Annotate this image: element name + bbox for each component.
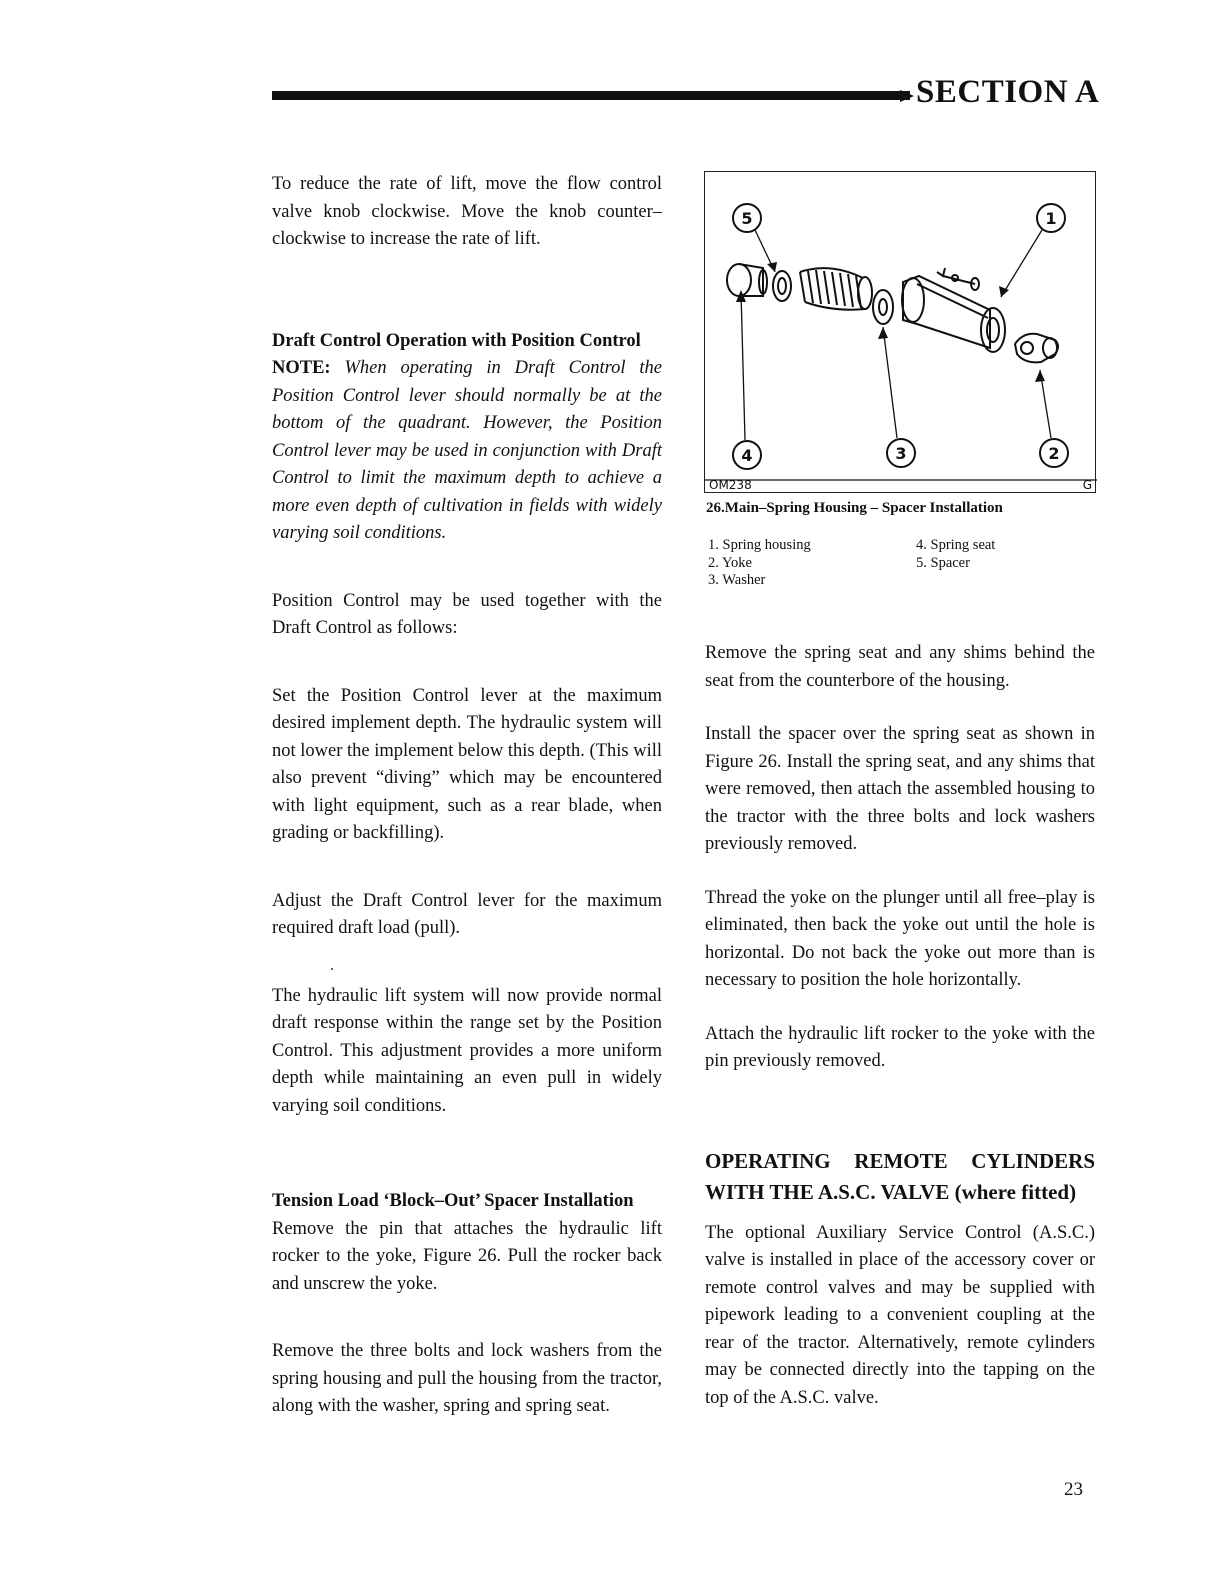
asc-valve-paragraph: The optional Auxiliary Service Control (A.S.C.) valve is installed in place of the accessory cover or remote control valves and may be supplied with pipework leading to a convenient coupling at the rear of the tractor. Alternatively, remote cylinders may be connected directly into the tapping on the top of the A.S.C. valve. bbox=[705, 1222, 1095, 1408]
note-label: NOTE: bbox=[272, 358, 331, 378]
remove-bolts-paragraph: Remove the three bolts and lock washers from the spring housing and pull the housing from the tractor, along with the washer, spring and spring seat. bbox=[272, 1341, 662, 1416]
hydraulic-lift-paragraph: The hydraulic lift system will now provide normal draft response within the range set by the Position Control. This adjustment provides a more uniform depth while maintaining an even pull in widely varying soil conditions. bbox=[272, 985, 662, 1116]
asc-valve-heading: OPERATING REMOTE CYLINDERS WITH THE A.S.C. VALVE (where fitted) bbox=[705, 1148, 1095, 1204]
note-body: When operating in Draft Control the Position Control lever should normally be at the bottom of the quadrant. However, the Position Control lever may be used in conjunction with Draft Control to limit the maximum depth to achieve a more even depth of cultivation in fields with widely varying soil conditions. bbox=[272, 358, 663, 543]
legend-item: 4. Spring seat bbox=[916, 537, 996, 553]
callout-4: 4 bbox=[741, 446, 753, 465]
callout-1: 1 bbox=[1045, 209, 1057, 228]
page-number: 23 bbox=[1064, 1479, 1083, 1500]
remove-spring-seat-paragraph: Remove the spring seat and any shims behind the seat from the counterbore of the housing. bbox=[705, 643, 1095, 691]
figure-corner-mark: G bbox=[1082, 478, 1092, 492]
spring-housing-illustration bbox=[705, 172, 1097, 494]
scan-speck bbox=[331, 968, 333, 970]
figure-code: OM238 bbox=[709, 478, 752, 492]
right-column bbox=[705, 640, 1095, 1412]
callout-3: 3 bbox=[895, 444, 907, 463]
callout-5: 5 bbox=[741, 209, 753, 228]
figure-caption: 26.Main–Spring Housing – Spacer Installation bbox=[706, 500, 1003, 516]
flow-control-paragraph: To reduce the rate of lift, move the flow control valve knob clockwise. Move the knob counter–clockwise to increase the rate of lift. bbox=[272, 174, 662, 249]
legend-item: 3. Washer bbox=[708, 572, 766, 588]
callout-2: 2 bbox=[1048, 444, 1060, 463]
legend-item: 1. Spring housing bbox=[708, 537, 811, 553]
adjust-draft-paragraph: Adjust the Draft Control lever for the maximum required draft load (pull). bbox=[272, 890, 662, 938]
legend-right bbox=[916, 537, 995, 572]
legend-left bbox=[708, 537, 811, 590]
position-control-paragraph: Position Control may be used together with the Draft Control as follows: bbox=[272, 590, 662, 638]
install-spacer-paragraph: Install the spacer over the spring seat as shown in Figure 26. Install the spring seat, and any shims that were removed, then attach the assembled housing to the tractor with the three bolts and lock washers previously removed. bbox=[705, 724, 1095, 854]
figure-26 bbox=[704, 171, 1096, 493]
tension-load-heading: Tension Load ‘Block–Out’ Spacer Installation bbox=[272, 1191, 634, 1211]
draft-control-heading: Draft Control Operation with Position Control bbox=[272, 330, 641, 351]
attach-rocker-paragraph: Attach the hydraulic lift rocker to the yoke with the pin previously removed. bbox=[705, 1023, 1095, 1071]
remove-pin-paragraph: Remove the pin that attaches the hydraulic lift rocker to the yoke, Figure 26. Pull the rocker back and unscrew the yoke. bbox=[272, 1218, 662, 1294]
header-rule bbox=[272, 91, 910, 100]
thread-yoke-paragraph: Thread the yoke on the plunger until all free–play is eliminated, then back the yoke out until the hole is horizontal. Do not back the yoke out more than is necessary to position the hole horizontally. bbox=[705, 887, 1095, 990]
header-rule-arrow bbox=[900, 90, 914, 102]
left-column bbox=[272, 171, 662, 1421]
set-position-paragraph: Set the Position Control lever at the maximum desired implement depth. The hydraulic system will not lower the implement below this depth. (This will also prevent “diving” which may be encountered with light equipment, such as a rear blade, when grading or backfilling). bbox=[272, 685, 662, 843]
legend-item: 2. Yoke bbox=[708, 554, 752, 571]
note-paragraph bbox=[272, 355, 662, 548]
section-title: SECTION A bbox=[916, 74, 1100, 110]
legend-item: 5. Spacer bbox=[916, 554, 970, 571]
